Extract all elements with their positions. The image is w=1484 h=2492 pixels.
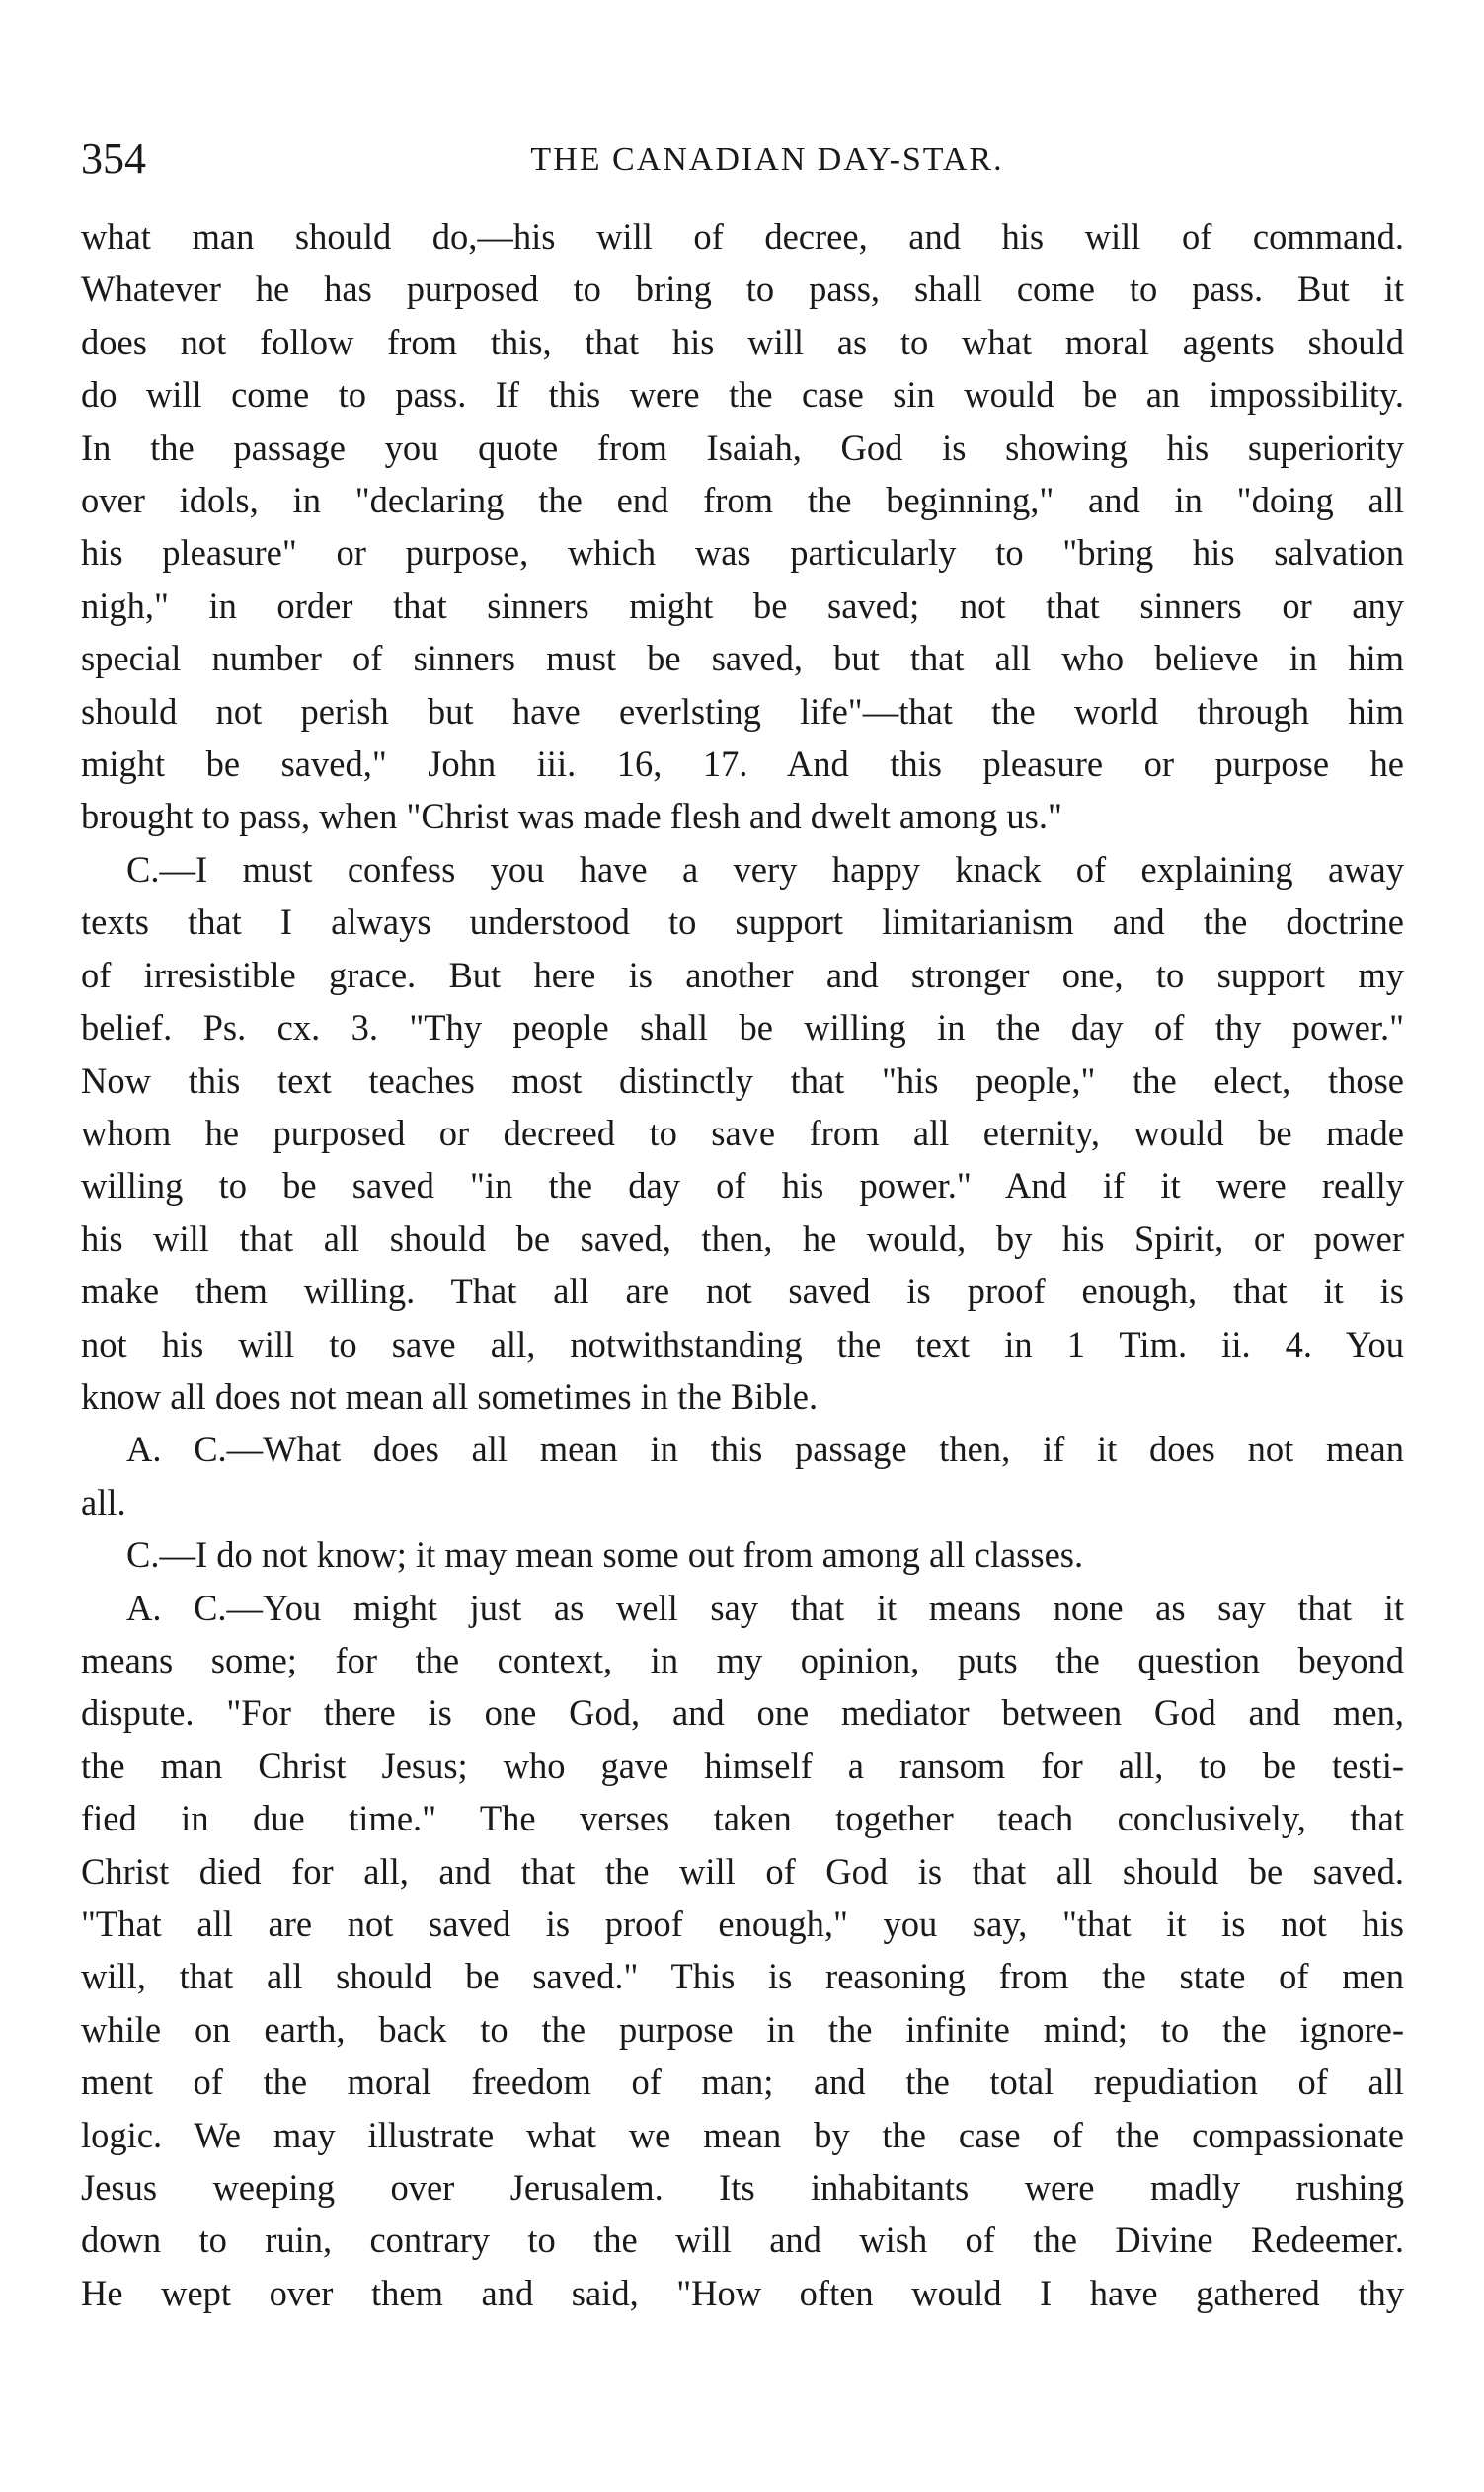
text-line: ment of the moral freedom of man; and the total repudiation of all [81,2062,1404,2103]
text-line: what man should do,—his will of decree, and his will of command. [81,216,1404,257]
text-line: texts that I always understood to support limitarianism and the doctrine [81,901,1404,943]
text-line: the man Christ Jesus; who gave himself a ransom for all, to be testi- [81,1745,1404,1786]
text-line: will, that all should be saved." This is reasoning from the state of men [81,1956,1404,1997]
text-line: make them willing. That all are not saved is proof enough, that it is [81,1271,1404,1312]
text-line: do will come to pass. If this were the case sin would be an impossibility. [81,374,1404,416]
text-line: In the passage you quote from Isaiah, God is showing his superiority [81,427,1404,468]
text-line: not his will to save all, notwithstanding the text in 1 Tim. ii. 4. You [81,1323,1404,1364]
text-line: his pleasure" or purpose, which was particularly to "bring his salvation [81,532,1404,574]
text-line: down to ruin, contrary to the will and wish of the Divine Redeemer. [81,2219,1404,2261]
text-line: A. C.—You might just as well say that it means none as say that it [126,1587,1404,1628]
text-line: of irresistible grace. But here is another and stronger one, to support my [81,954,1404,995]
text-line: his will that all should be saved, then, he would, by his Spirit, or power [81,1217,1404,1259]
text-line: nigh," in order that sinners might be saved; not that sinners or any [81,584,1404,626]
text-line: while on earth, back to the purpose in the infinite mind; to the ignore- [81,2008,1404,2050]
text-line: should not perish but have everlsting life"—that the world through him [81,690,1404,732]
text-line: dispute. "For there is one God, and one mediator between God and men, [81,1692,1404,1734]
page-number: 354 [81,134,146,183]
text-line: logic. We may illustrate what we mean by the case of the compassionate [81,2114,1404,2155]
text-line: all. [81,1481,126,1522]
text-line: whom he purposed or decreed to save from all eternity, would be made [81,1112,1404,1153]
text-line: A. C.—What does all mean in this passage then, if it does not mean [126,1429,1404,1470]
text-line: Now this text teaches most distinctly that "his people," the elect, those [81,1059,1404,1101]
text-line: Whatever he has purposed to bring to pass, shall come to pass. But it [81,269,1404,310]
text-line: means some; for the context, in my opinion, puts the question beyond [81,1639,1404,1680]
text-line: brought to pass, when "Christ was made flesh and dwelt among us." [81,796,1062,837]
text-line: fied in due time." The verses taken together teach conclusively, that [81,1798,1404,1839]
text-line: over idols, in "declaring the end from the beginning," and in "doing all [81,480,1404,521]
body-text [81,210,1404,2319]
text-line: does not follow from this, that his will as to what moral agents should [81,321,1404,362]
text-line: Christ died for all, and that the will of God is that all should be saved. [81,1850,1404,1892]
text-line: C.—I must confess you have a very happy knack of explaining away [126,848,1404,890]
running-title: THE CANADIAN DAY-STAR. [530,141,1004,178]
text-line: "That all are not saved is proof enough," you say, "that it is not his [81,1904,1404,1944]
book-page [81,133,1404,2319]
text-line: willing to be saved "in the day of his power." And if it were really [81,1165,1404,1207]
page-header [81,133,1404,195]
text-line: He wept over them and said, "How often would I have gathered thy [81,2272,1404,2313]
text-line: special number of sinners must be saved, but that all who believe in him [81,638,1404,679]
text-line: Jesus weeping over Jerusalem. Its inhabitants were madly rushing [81,2167,1404,2209]
text-line: C.—I do not know; it may mean some out from among all classes. [126,1534,1084,1576]
text-line: might be saved," John iii. 16, 17. And this pleasure or purpose he [81,743,1404,785]
text-line: know all does not mean all sometimes in the Bible. [81,1375,819,1417]
text-line: belief. Ps. cx. 3. "Thy people shall be willing in the day of thy power." [81,1007,1404,1049]
